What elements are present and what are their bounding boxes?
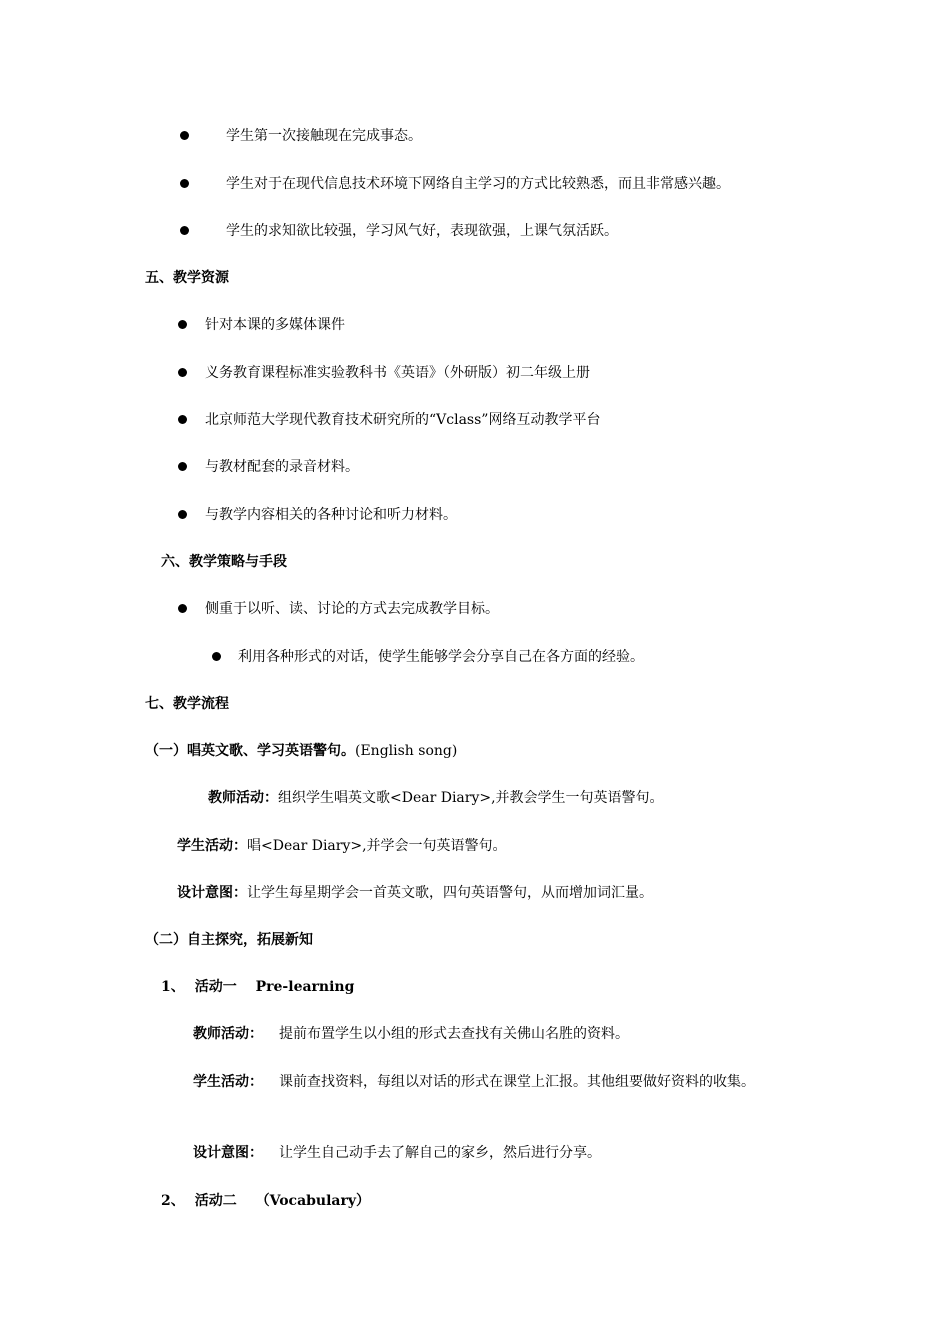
bullet-icon — [178, 604, 187, 613]
design-text: 让学生每星期学会一首英文歌，四句英语警句，从而增加词汇量。 — [247, 885, 653, 901]
design-label: 设计意图： — [193, 1145, 263, 1161]
teacher-label: 教师活动： — [208, 790, 278, 806]
bullet-icon — [180, 131, 189, 140]
list-item: 与教学内容相关的各种讨论和听力材料。 — [205, 507, 457, 523]
section-heading: 五、教学资源 — [145, 270, 229, 286]
activity-number: 1、 — [161, 979, 185, 995]
design-intent — [177, 883, 653, 903]
teacher-label: 教师活动： — [193, 1026, 263, 1042]
student-label: 学生活动： — [177, 838, 247, 854]
student-text: 唱<Dear Diary>,并学会一句英语警句。 — [247, 838, 507, 854]
activity-number: 2、 — [161, 1193, 185, 1209]
teacher-activity — [208, 788, 664, 808]
student-label: 学生活动： — [193, 1074, 263, 1090]
part-title: （二）自主探究，拓展新知 — [145, 932, 313, 948]
bullet-icon — [178, 320, 187, 329]
design-label: 设计意图： — [177, 885, 247, 901]
section-heading: 七、教学流程 — [145, 696, 229, 712]
teacher-text: 提前布置学生以小组的形式去查找有关佛山名胜的资料。 — [279, 1026, 629, 1042]
list-item: 利用各种形式的对话，使学生能够学会分享自己在各方面的经验。 — [238, 649, 644, 665]
list-item: 侧重于以听、读、讨论的方式去完成教学目标。 — [205, 601, 499, 617]
bullet-icon — [212, 652, 221, 661]
list-item: 义务教育课程标准实验教科书《英语》（外研版）初二年级上册 — [205, 365, 590, 381]
teacher-activity — [193, 1024, 629, 1044]
list-item: 针对本课的多媒体课件 — [205, 317, 345, 333]
activity-title: 活动一 Pre-learning — [194, 979, 355, 995]
activity-title: 活动二 （Vocabulary） — [194, 1193, 371, 1209]
activity-heading — [161, 977, 354, 997]
teacher-text: 组织学生唱英文歌<Dear Diary>,并教会学生一句英语警句。 — [278, 790, 664, 806]
student-activity — [177, 836, 507, 856]
bullet-icon — [178, 462, 187, 471]
student-text: 课前查找资料，每组以对话的形式在课堂上汇报。其他组要做好资料的收集。 — [279, 1074, 755, 1090]
bullet-icon — [180, 226, 189, 235]
list-item: 与教材配套的录音材料。 — [205, 459, 359, 475]
bullet-icon — [178, 368, 187, 377]
student-activity — [193, 1072, 755, 1092]
design-text: 让学生自己动手去了解自己的家乡，然后进行分享。 — [279, 1145, 601, 1161]
part-title-bold: （一）唱英文歌、学习英语警句。 — [145, 743, 355, 759]
list-item: 学生对于在现代信息技术环境下网络自主学习的方式比较熟悉，而且非常感兴趣。 — [226, 176, 730, 192]
design-intent — [193, 1143, 601, 1163]
list-item: 学生的求知欲比较强，学习风气好，表现欲强，上课气氛活跃。 — [226, 223, 618, 239]
part-title — [145, 741, 457, 761]
bullet-icon — [180, 179, 189, 188]
list-item: 北京师范大学现代教育技术研究所的“Vclass”网络互动教学平台 — [205, 412, 601, 428]
bullet-icon — [178, 415, 187, 424]
activity-heading — [161, 1191, 370, 1211]
list-item: 学生第一次接触现在完成事态。 — [226, 128, 422, 144]
section-heading: 六、教学策略与手段 — [161, 554, 287, 570]
part-title-rest: (English song) — [355, 743, 458, 759]
bullet-icon — [178, 510, 187, 519]
